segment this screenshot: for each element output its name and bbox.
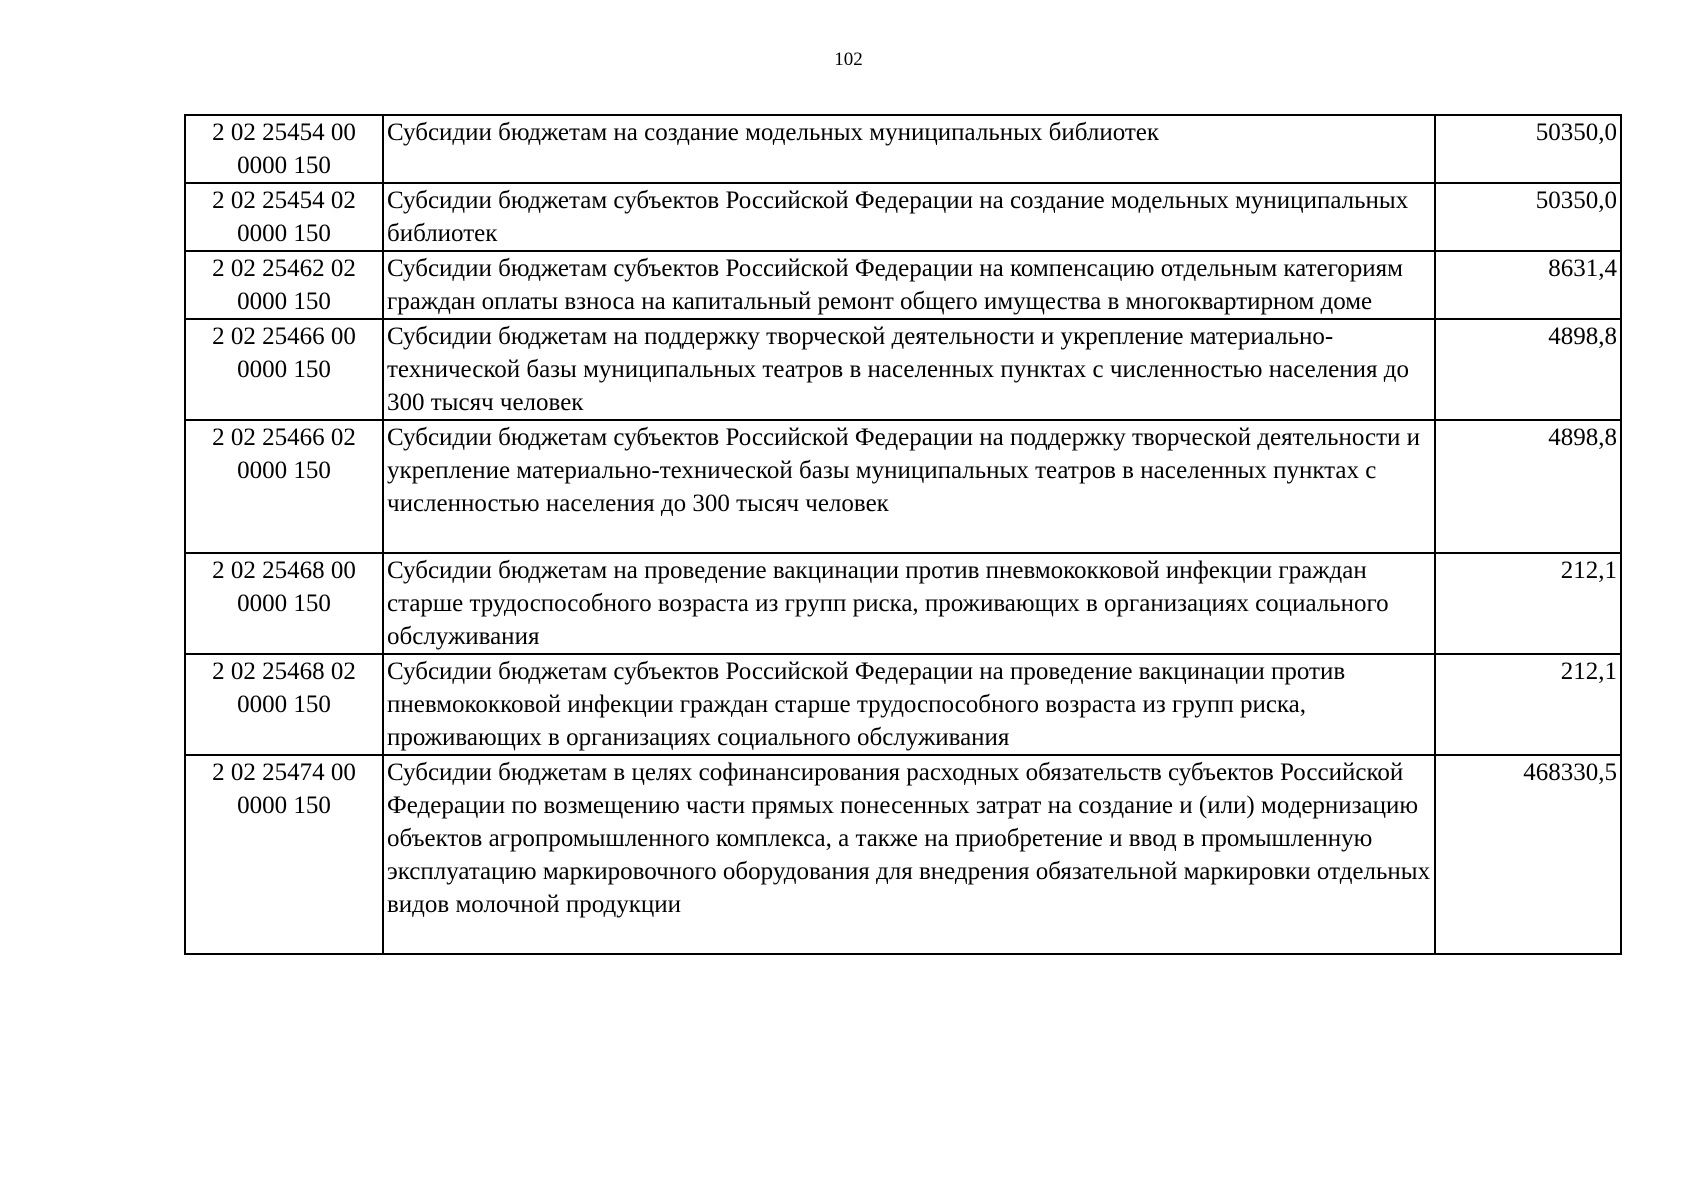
table-row: [185, 115, 1621, 183]
description-cell: Субсидии бюджетам субъектов Российской Федерации на компенсацию отдельным категориям граждан оплаты взноса на капитальный ремонт общего имущества в многоквартирном доме: [383, 251, 1435, 319]
amount-cell: 50350,0: [1435, 115, 1621, 183]
description-cell: Субсидии бюджетам на создание модельных муниципальных библиотек: [383, 115, 1435, 183]
budget-revenue-table: [184, 114, 1622, 955]
budget-code-cell: 2 02 25474 00 0000 150: [185, 755, 383, 954]
amount-cell: 212,1: [1435, 553, 1621, 654]
table-row: [185, 755, 1621, 954]
budget-code-cell: 2 02 25468 02 0000 150: [185, 654, 383, 755]
description-cell: Субсидии бюджетам на проведение вакцинации против пневмококковой инфекции граждан старше трудоспособного возраста из групп риска, проживающих в организациях социального обслуживания: [383, 553, 1435, 654]
amount-cell: 4898,8: [1435, 420, 1621, 553]
budget-code-cell: 2 02 25466 00 0000 150: [185, 319, 383, 420]
budget-code-cell: 2 02 25466 02 0000 150: [185, 420, 383, 553]
amount-cell: 4898,8: [1435, 319, 1621, 420]
table-row: [185, 553, 1621, 654]
budget-code-cell: 2 02 25454 00 0000 150: [185, 115, 383, 183]
amount-cell: 468330,5: [1435, 755, 1621, 954]
description-cell: Субсидии бюджетам на поддержку творческой деятельности и укрепление материально-технической базы муниципальных театров в населенных пунктах с численностью населения до 300 тысяч человек: [383, 319, 1435, 420]
amount-cell: 8631,4: [1435, 251, 1621, 319]
budget-code-cell: 2 02 25468 00 0000 150: [185, 553, 383, 654]
table-row: [185, 183, 1621, 251]
amount-cell: 212,1: [1435, 654, 1621, 755]
budget-code-cell: 2 02 25454 02 0000 150: [185, 183, 383, 251]
table-row: [185, 654, 1621, 755]
description-cell: Субсидии бюджетам в целях софинансирования расходных обязательств субъектов Российской Федерации по возмещению части прямых понесенных затрат на создание и (или) модернизацию объектов агропромышленного комплекса, а также на приобретение и ввод в промышленную эксплуатацию маркировочного оборудования для внедрения обязательной маркировки отдельных видов молочной продукции: [383, 755, 1435, 954]
amount-cell: 50350,0: [1435, 183, 1621, 251]
description-cell: Субсидии бюджетам субъектов Российской Федерации на проведение вакцинации против пневмококковой инфекции граждан старше трудоспособного возраста из групп риска, проживающих в организациях социального обслуживания: [383, 654, 1435, 755]
description-cell: Субсидии бюджетам субъектов Российской Федерации на создание модельных муниципальных библиотек: [383, 183, 1435, 251]
description-cell: Субсидии бюджетам субъектов Российской Федерации на поддержку творческой деятельности и укрепление материально-технической базы муниципальных театров в населенных пунктах с численностью населения до 300 тысяч человек: [383, 420, 1435, 553]
table-row: [185, 251, 1621, 319]
page-number: 102: [834, 49, 863, 70]
table-row: [185, 319, 1621, 420]
budget-code-cell: 2 02 25462 02 0000 150: [185, 251, 383, 319]
table-row: [185, 420, 1621, 553]
